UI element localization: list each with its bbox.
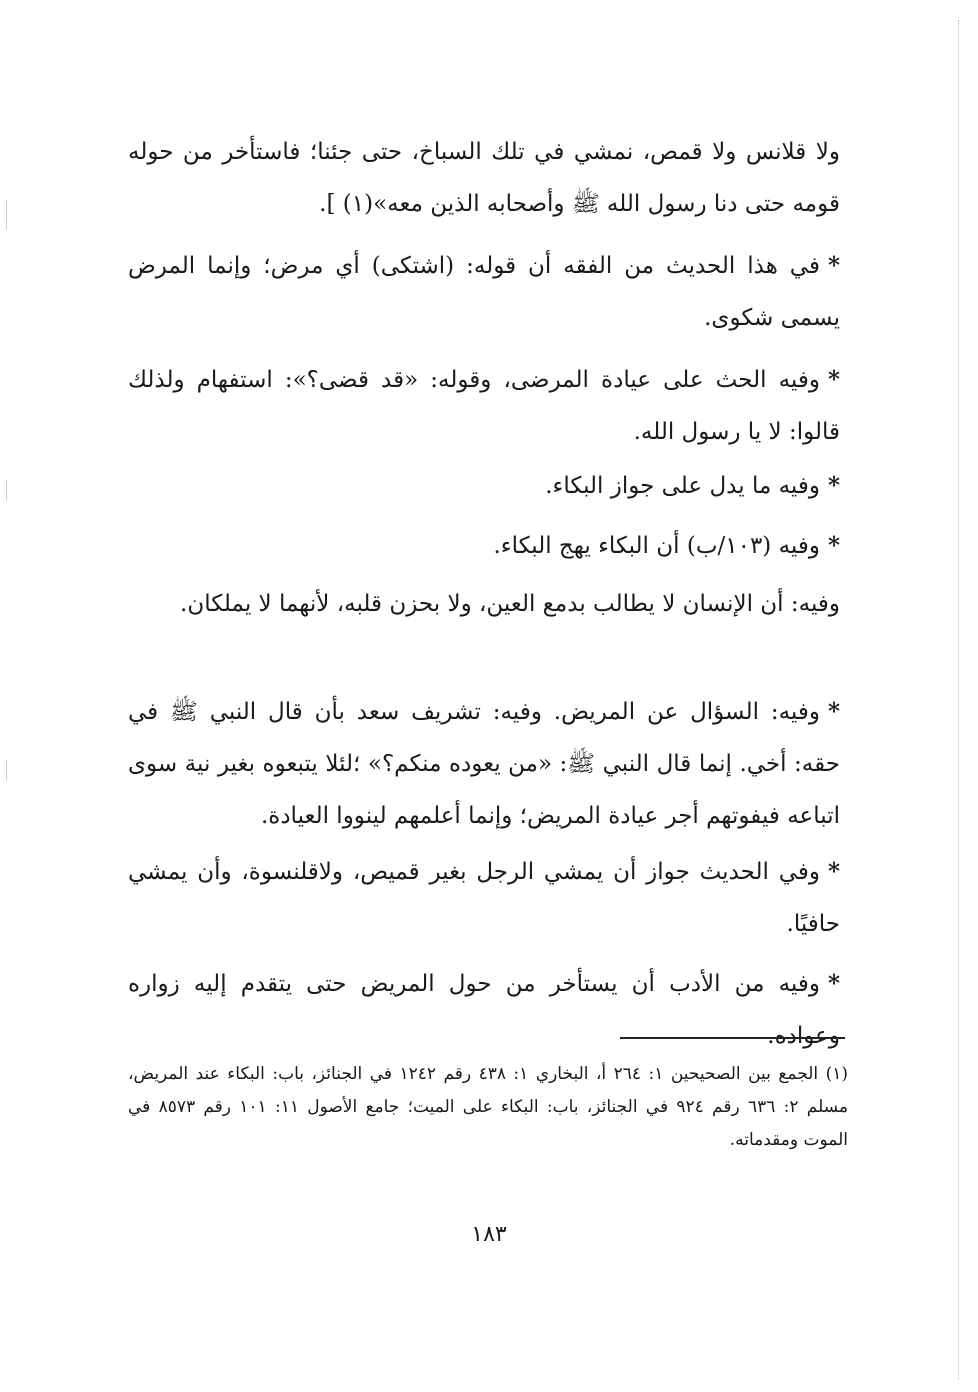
bullet-star: * [827, 252, 840, 279]
paragraph-6 [128, 578, 840, 630]
paragraph-7 [128, 686, 840, 842]
scan-left-mark [6, 200, 7, 230]
footnote-separator [620, 1037, 845, 1039]
paragraph-text: وفي الحديث جواز أن يمشي الرجل بغير قميص، ولاقلنسوة، وأن يمشي حافيًا. [128, 859, 840, 937]
bullet-star: * [827, 970, 840, 997]
bullet-star: * [827, 698, 840, 725]
paragraph-text: وفيه (١٠٣/ب) أن البكاء يهج البكاء. [493, 533, 820, 559]
paragraph-text: ولا قلانس ولا قمص، نمشي في تلك السباخ، حتى جئنا؛ فاستأخر من حوله قومه حتى دنا رسول الله ﷺ وأصحابه الذين معه»(١) ]. [128, 139, 840, 217]
paragraph-1 [128, 126, 840, 230]
footnote: (١) الجمع بين الصحيحين ١: ٢٦٤ أ، البخاري ١: ٤٣٨ رقم ١٢٤٢ في الجنائز، باب: البكاء عند المريض، مسلم ٢: ٦٣٦ رقم ٩٢٤ في الجنائز، باب: البكاء على الميت؛ جامع الأصول ١١: ١٠١ رقم ٨٥٧٣ في الموت ومقدماته. [128, 1064, 848, 1150]
page-number: ١٨٣ [471, 1222, 507, 1247]
scan-left-mark [6, 760, 7, 780]
paragraph-2 [128, 240, 840, 344]
bullet-star: * [827, 858, 840, 885]
bullet-star: * [827, 472, 840, 499]
paragraph-text: وفيه: أن الإنسان لا يطالب بدمع العين، ولا بحزن قلبه، لأنهما لا يملكان. [180, 591, 840, 617]
bullet-star: * [827, 532, 840, 559]
paragraph-text: وفيه الحث على عيادة المرضى، وقوله: «قد قضى؟»: استفهام ولذلك قالوا: لا يا رسول الله. [128, 367, 840, 445]
paragraph-text: في هذا الحديث من الفقه أن قوله: (اشتكى) أي مرض؛ وإنما المرض يسمى شكوى. [128, 253, 840, 331]
paragraph-3 [128, 354, 840, 458]
paragraph-text: وفيه: السؤال عن المريض. وفيه: تشريف سعد بأن قال النبي ﷺ في حقه: أخي. إنما قال النبي ﷺ: «من يعوده منكم؟» ؛لئلا يتبعوه بغير نية سوى اتباعه فيفوتهم أجر عيادة المريض؛ وإنما أعلمهم لينووا العيادة. [128, 699, 840, 829]
paragraph-text: وفيه ما يدل على جواز البكاء. [545, 473, 820, 499]
paragraph-8 [128, 846, 840, 950]
paragraph-9 [128, 958, 840, 1062]
paragraph-4 [128, 460, 840, 512]
scan-edge-mark [958, 20, 959, 1380]
bullet-star: * [827, 366, 840, 393]
paragraph-text: وفيه من الأدب أن يستأخر من حول المريض حتى يتقدم إليه زواره وعواده. [128, 971, 840, 1049]
scan-left-mark [6, 480, 7, 500]
paragraph-5 [128, 520, 840, 572]
